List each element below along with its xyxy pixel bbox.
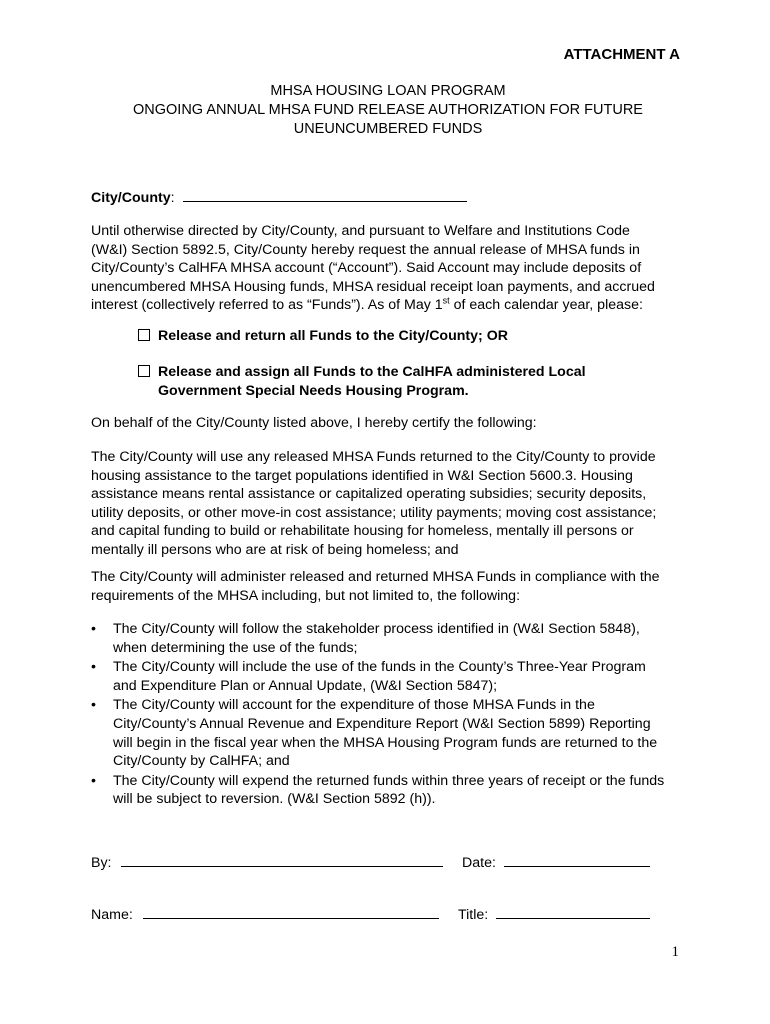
certify-statement: On behalf of the City/County listed above, I hereby certify the following:: [91, 415, 537, 431]
date-blank[interactable]: [504, 854, 650, 867]
name-label: Name:: [91, 907, 133, 923]
bullet-icon: •: [91, 621, 96, 637]
list-item-line: will be subject to reversion. (W&I Section 5892 (h)).: [113, 791, 436, 808]
use-line: housing assistance to the target populations identified in W&I Section 5600.3. Housing: [91, 467, 633, 484]
list-item-line: The City/County will expend the returned funds within three years of receipt or the funds: [113, 772, 665, 789]
city-county-field: [91, 189, 467, 208]
option-label: Government Special Needs Housing Program.: [158, 382, 469, 399]
bullet-icon: •: [91, 697, 96, 714]
list-item-line: City/County’s Annual Revenue and Expenditure Report (W&I Section 5899) Reporting: [113, 715, 651, 732]
admin-line: requirements of the MHSA including, but not limited to, the following:: [91, 587, 521, 604]
use-line: and capital funding to build or rehabilitate housing for homeless, mentally ill persons or: [91, 523, 634, 540]
title-blank[interactable]: [496, 906, 650, 919]
attachment-label: ATTACHMENT A: [563, 46, 680, 63]
intro-line: City/County’s CalHFA MHSA account (“Account”). Said Account may include deposits of: [91, 260, 642, 277]
list-item-line: and Expenditure Plan or Annual Update, (W&I Section 5847);: [113, 677, 498, 694]
city-county-label: City/County: [91, 190, 171, 206]
signature-row-name: [91, 906, 691, 925]
option-release-assign: [138, 363, 698, 400]
admin-line: The City/County will administer released and returned MHSA Funds in compliance with the: [91, 569, 660, 585]
option-label: Release and assign all Funds to the CalHFA administered Local: [158, 364, 586, 380]
signature-row-by: [91, 854, 691, 873]
title-label: Title:: [458, 907, 489, 923]
list-item: [91, 772, 691, 809]
option-label: Release and return all Funds to the City/County; OR: [158, 328, 508, 344]
intro-text: of each calendar year, please:: [449, 297, 643, 314]
list-item-line: City/County by CalHFA; and: [113, 753, 290, 770]
use-line: utility deposits, or other move-in cost assistance; utility payments; moving cost assistance;: [91, 504, 657, 521]
bullet-icon: •: [91, 772, 96, 789]
intro-line: (W&I) Section 5892.5, City/County hereby request the annual release of MHSA funds in: [91, 241, 640, 258]
use-line: mentally ill persons who are at risk of being homeless; and: [91, 541, 459, 558]
list-item: [91, 620, 691, 657]
intro-line: [91, 296, 691, 315]
use-line: The City/County will use any released MHSA Funds returned to the City/County to provide: [91, 449, 656, 465]
list-item-line: The City/County will include the use of the funds in the County’s Three-Year Program: [113, 659, 646, 676]
document-title: [90, 82, 686, 139]
list-item-line: when determining the use of the funds;: [113, 639, 358, 656]
by-label: By:: [91, 855, 112, 871]
by-signature-blank[interactable]: [121, 854, 443, 867]
list-item: [91, 696, 691, 770]
list-item-line: will begin in the fiscal year when the MHSA Housing Program funds are returned to the: [113, 734, 658, 751]
requirements-list: [91, 620, 691, 810]
name-blank[interactable]: [143, 906, 439, 919]
city-county-colon: :: [170, 190, 175, 206]
list-item-line: The City/County will account for the expenditure of those MHSA Funds in the: [113, 697, 595, 714]
intro-text: interest (collectively referred to as “Funds”). As of May 1: [91, 297, 443, 314]
intro-line: Until otherwise directed by City/County, and pursuant to Welfare and Institutions Code: [91, 223, 630, 239]
option-checkbox[interactable]: [138, 329, 150, 341]
city-county-blank[interactable]: [183, 189, 467, 202]
title-line: ONGOING ANNUAL MHSA FUND RELEASE AUTHORIZATION FOR FUTURE: [133, 102, 643, 118]
ordinal-suffix: st: [442, 295, 450, 306]
use-line: assistance means rental assistance or capitalized operating subsidies; security deposits,: [91, 486, 647, 503]
option-checkbox[interactable]: [138, 365, 150, 377]
list-item: [91, 658, 691, 695]
use-paragraph: [91, 448, 691, 560]
bullet-icon: •: [91, 659, 96, 676]
list-item-line: The City/County will follow the stakeholder process identified in (W&I Section 5848),: [113, 621, 640, 637]
intro-paragraph: [91, 222, 691, 315]
intro-line: unencumbered MHSA Housing funds, MHSA residual receipt loan payments, and accrued: [91, 278, 655, 295]
title-line: UNEUNCUMBERED FUNDS: [293, 121, 483, 137]
date-label: Date:: [462, 855, 496, 871]
title-line: MHSA HOUSING LOAN PROGRAM: [270, 83, 506, 99]
option-release-return: [138, 327, 698, 346]
admin-paragraph: [91, 568, 691, 605]
page-number: 1: [671, 944, 679, 960]
